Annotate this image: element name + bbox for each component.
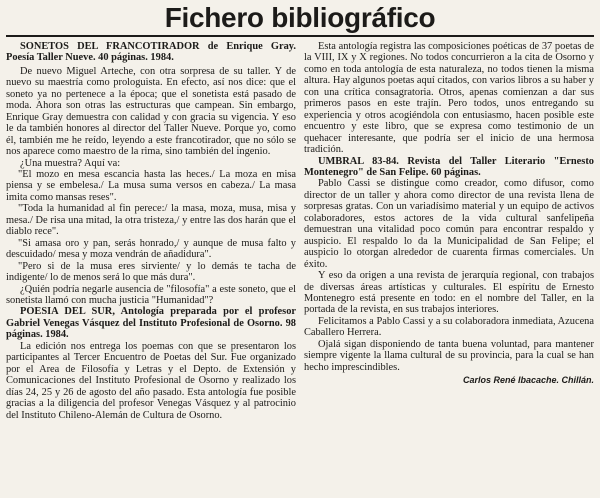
review-paragraph: Esta antología registra las composiciones poéticas de 37 poetas de la VIII, IX y X regiones. No todos concurrieron a la cita de Osorno y como en toda antología de esta naturaleza, no todos tienen la misma altura. Hay algunos poetas aquí citados, con varios libros a su haber y con una crítica consagratoria. Otros, apenas comienzan a dar sus primeros pasos en este trajín. Pero todos, unos entregando su experiencia y otros acogiéndola con entusiasmo, hacen posible este encuentro y este libro, que se expresa como testimonio de un quehacer interesante, que podría ser el inicio de una hermosa tradición.	[304, 41, 594, 156]
review-heading-umbral	[304, 156, 594, 179]
review-details: Antología preparada por el profesor Gabriel Venegas Vásquez del Instituto Profesional de Osorno. 98 páginas. 1984.	[6, 306, 297, 341]
author-signature: Carlos René Ibacache. Chillán.	[462, 375, 594, 386]
review-paragraph: De nuevo Miguel Arteche, con otra sorpresa de su taller. Y de nuevo su maestría como prologuista. En efecto, así nos dice: que el soneto ya no pertenece a la época; que el sonetista está pasado de moda. Ahora son otras las estructuras que campean. Sin embargo, Enrique Gray demuestra con calidad y con gracia su vigencia. Y eso le da también honores al director del Taller Nueve. Porque yo, como él, también me he reído, leyendo a este francotirador, que no sólo se nos aparece como maestro de la rima, sino también del ingenio.	[6, 65, 296, 158]
review-details: de Enrique Gray. Poesía Taller Nueve. 40 páginas. 1984.	[6, 41, 296, 64]
review-details: Revista del Taller Literario "Ernesto Montenegro" de San Felipe. 60 páginas.	[304, 155, 594, 178]
review-paragraph: Pablo Cassi se distingue como creador, como difusor, como director de un taller y ahora como director de una revista llena de sorpresas gratas. Con un variadísimo material y un equipo de activos colaboradores, estos actores de la vida cultural sanfelipeña demuestran una vitalidad poco común para encontrar respaldo y auspicio. El respaldo lo da la Municipalidad de San Felipe; el auspicio lo otorgan alrededor de cuarenta firmas comerciales. Un éxito.	[304, 178, 594, 270]
page-title: Fichero bibliográfico	[164, 2, 436, 33]
review-paragraph: Ojalá sigan disponiendo de tanta buena voluntad, para mantener siempre vigente la llama cultural de su provincia, para la cual se han hecho imprescindibles.	[304, 338, 594, 373]
review-paragraph: Felicitamos a Pablo Cassi y a su colaboradora inmediata, Azucena Caballero Herrera.	[304, 315, 594, 339]
review-paragraph: Y eso da origen a una revista de jerarquía regional, con trabajos de diversas áreas artísticas y culturales. El espíritu de Ernesto Montenegro está presente en todo: en el nombre del Taller, en la portada de la revista, en sus trabajos interiores.	[304, 270, 594, 316]
poem-quote: "Si amasa oro y pan, serás honrado,/ y aunque de musa falto y descuidado/ mesa y moza vendrán de añadidura".	[6, 237, 296, 261]
review-title: UMBRAL 83-84.	[318, 155, 399, 167]
poem-quote: "El mozo en mesa escancia hasta las heces./ La moza en misa piensa y se embelesa./ La musa suma versos en cabeza./ La masa imita como mansas reses".	[6, 168, 296, 203]
review-paragraph: La edición nos entrega los poemas con que se presentaron los participantes al Tercer Encuentro de Poetas del Sur. Fue organizado por el Area de Filosofía y Letras y el Depto. de Extensión y Comunicaciones del Instituto Profesional de Osorno y realizado los días 24, 25 y 26 de agosto del año pasado. Esta antología fue posible gracias a la diligencia del profesor Venegas Vásquez y al patrocinio del Instituto Chileno-Alemán de Cultura de Osorno.	[6, 340, 296, 421]
review-heading-sonetos	[6, 41, 296, 64]
poem-quote: "Toda la humanidad al fin perece:/ la masa, moza, musa, misa y mesa./ De risa una mitad, la otra tristeza,/ y entre las dos harán que el diablo rece".	[6, 203, 296, 238]
review-heading-poesia	[6, 306, 296, 340]
review-paragraph: ¿Una muestra? Aquí va:	[20, 157, 121, 169]
review-title: POESIA DEL SUR,	[20, 306, 115, 318]
review-title: SONETOS DEL FRANCOTIRADOR	[20, 41, 200, 52]
right-column	[304, 41, 594, 421]
review-paragraph: ¿Quién podría negarle ausencia de "filosofía" a este soneto, que el sonetista llamó con mucha justicia "Humanidad"?	[6, 283, 296, 306]
left-column	[6, 41, 296, 421]
article-columns	[6, 41, 594, 421]
title-rule	[6, 35, 594, 37]
poem-quote: "Pero si de la musa eres sirviente/ y lo demás te tacha de indigente/ lo de menos será lo que más dura".	[6, 260, 296, 284]
